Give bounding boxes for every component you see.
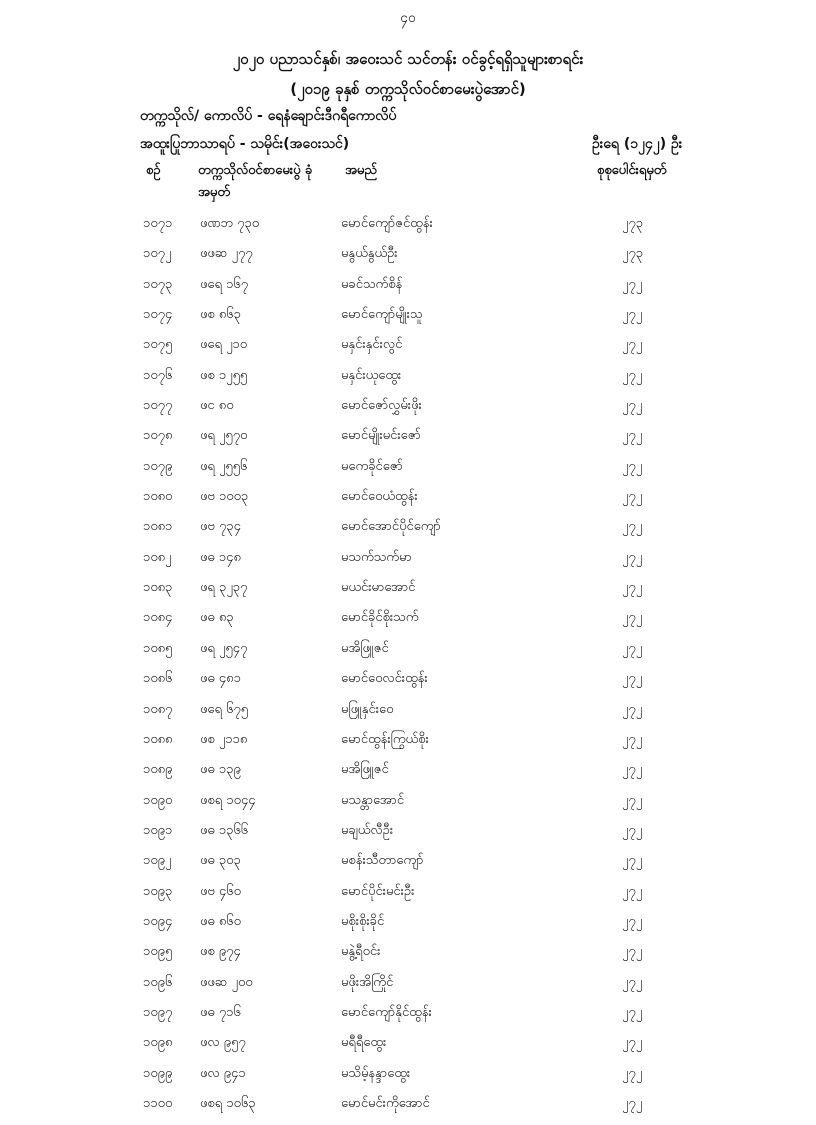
university-line: တက္ကသိုလ်/ ကောလိပ် - ရေနံချောင်းဒီဂရီကောလိပ် xyxy=(140,108,397,124)
roll-number-cell: ဖဖဆ ၂၇၇ xyxy=(200,246,253,262)
serial-no-cell: ၁၀၉၂ xyxy=(143,853,172,869)
header-roll-number: တက္ကသိုလ်ဝင်စာမေးပွဲ ခုံအမှတ် xyxy=(198,163,313,200)
roll-number-cell: ဖစ ၉၇၄ xyxy=(200,944,241,960)
table-row xyxy=(0,1065,816,1095)
table-row xyxy=(0,852,816,882)
serial-no-cell: ၁၀၇၉ xyxy=(143,458,173,474)
name-cell: မောင်မျိုးမင်းဇော် xyxy=(341,428,421,444)
header-name: အမည် xyxy=(345,163,377,178)
name-cell: မောင်ဝေယံထွန်း xyxy=(341,489,418,505)
marks-cell: ၂၇၂ xyxy=(622,1095,643,1111)
marks-cell: ၂၇၂ xyxy=(622,458,643,474)
marks-cell: ၂၇၂ xyxy=(622,428,643,444)
name-cell: မောင်အောင်ပိုင်ကျော် xyxy=(341,519,441,535)
roll-number-cell: ဖဓ ၈၆၀ xyxy=(200,913,241,929)
table-row xyxy=(0,306,816,336)
roll-number-cell: ဖင ၈၀ xyxy=(200,398,234,414)
name-cell: မောင်ကျော်ဇင်ထွန်း xyxy=(341,216,433,231)
marks-cell: ၂၇၂ xyxy=(622,489,643,505)
serial-no-cell: ၁၀၈၃ xyxy=(143,580,173,596)
roll-number-cell: ဖဓ ၇၁၆ xyxy=(200,1004,241,1020)
table-row xyxy=(0,579,816,609)
name-cell: မောင်ခိုင်စိုးသက် xyxy=(341,610,419,626)
table-row xyxy=(0,943,816,973)
table-row xyxy=(0,1095,816,1125)
table-row xyxy=(0,336,816,366)
marks-cell: ၂၇၂ xyxy=(622,398,643,414)
serial-no-cell: ၁၀၇၄ xyxy=(143,307,173,323)
name-cell: မောင်မင်းကိုအောင် xyxy=(341,1095,430,1111)
marks-cell: ၂၇၂ xyxy=(622,822,643,838)
table-row xyxy=(0,761,816,791)
table-row xyxy=(0,367,816,397)
marks-cell: ၂၇၂ xyxy=(622,731,643,747)
roll-number-cell: ဖရေ ၂၁၀ xyxy=(200,337,248,353)
table-row xyxy=(0,518,816,548)
serial-no-cell: ၁၀၇၈ xyxy=(143,428,173,444)
name-cell: မဖိုးအိကြိုင် xyxy=(341,974,394,990)
roll-number-cell: ဖဓ ၁၃၉ xyxy=(200,762,241,778)
serial-no-cell: ၁၀၇၂ xyxy=(143,246,172,262)
table-row xyxy=(0,549,816,579)
roll-number-cell: ဖဗ ၄၆၀ xyxy=(200,883,241,899)
marks-cell: ၂၇၃ xyxy=(622,246,644,262)
marks-cell: ၂၇၂ xyxy=(622,1004,643,1020)
marks-cell: ၂၇၂ xyxy=(622,792,643,808)
serial-no-cell: ၁၀၈၁ xyxy=(143,519,173,535)
serial-no-cell: ၁၀၉၈ xyxy=(143,1035,173,1051)
serial-no-cell: ၁၀၈၀ xyxy=(143,489,173,505)
table-row xyxy=(0,215,816,245)
roll-number-cell: ဖဓ ၄၈၁ xyxy=(200,671,241,687)
name-cell: မစိုးစိုးခိုင် xyxy=(341,913,385,929)
serial-no-cell: ၁၀၉၇ xyxy=(143,1004,173,1020)
table-row xyxy=(0,974,816,1004)
table-row xyxy=(0,883,816,913)
table-row xyxy=(0,731,816,761)
table-row xyxy=(0,427,816,457)
roll-number-cell: ဖစ ၂၁၁၈ xyxy=(200,731,248,747)
table-row xyxy=(0,640,816,670)
table-row xyxy=(0,701,816,731)
table-row xyxy=(0,670,816,700)
marks-cell: ၂၇၂ xyxy=(622,974,643,990)
roll-number-cell: ဖဗ ၇၃၄ xyxy=(200,519,241,535)
table-row xyxy=(0,1034,816,1064)
roll-number-cell: ဖဓ ၈၃ xyxy=(200,610,234,626)
name-cell: မခင်သက်စိန် xyxy=(341,276,403,292)
table-row xyxy=(0,822,816,852)
marks-cell: ၂၇၂ xyxy=(622,913,643,929)
serial-no-cell: ၁၀၈၆ xyxy=(143,671,173,687)
name-cell: မနွဲ့ရီဝင်း xyxy=(341,944,381,960)
roll-number-cell: ဖစ ၁၂၅၅ xyxy=(200,367,248,383)
marks-cell: ၂၇၂ xyxy=(622,671,643,687)
serial-no-cell: ၁၀၇၃ xyxy=(143,276,173,292)
marks-cell: ၂၇၂ xyxy=(622,853,643,869)
table-row xyxy=(0,245,816,275)
serial-no-cell: ၁၀၉၁ xyxy=(143,822,173,838)
name-cell: မယင်းမာအောင် xyxy=(341,580,416,596)
roll-number-cell: ဖစရ ၁၀၆၃ xyxy=(200,1095,256,1111)
marks-cell: ၂၇၂ xyxy=(622,1035,643,1051)
table-row xyxy=(0,276,816,306)
roll-number-cell: ဖဖဆ ၂၀၀ xyxy=(200,974,253,990)
student-list xyxy=(0,215,816,1125)
name-cell: မဖြူနှင်းဝေ xyxy=(341,701,394,717)
marks-cell: ၂၇၂ xyxy=(622,640,643,656)
name-cell: မောင်ကျော်မျိုးသူ xyxy=(341,307,423,323)
name-cell: မနွယ်နွယ်ဦး xyxy=(341,246,398,262)
serial-no-cell: ၁၀၈၄ xyxy=(143,610,173,626)
marks-cell: ၂၇၂ xyxy=(622,580,643,596)
table-row xyxy=(0,488,816,518)
serial-no-cell: ၁၀၇၅ xyxy=(143,337,173,353)
name-cell: မောင်ထွန်းကြွယ်စိုး xyxy=(341,731,429,747)
marks-cell: ၂၇၂ xyxy=(622,549,643,565)
name-cell: မအိဖြူဇင် xyxy=(341,640,389,656)
name-cell: မသိမ့်နန္ဒာထွေး xyxy=(341,1065,411,1081)
roll-number-cell: ဖရ ၂၅၅၆ xyxy=(200,458,248,474)
roll-number-cell: ဖရေ ၁၆၇ xyxy=(200,276,249,292)
serial-no-cell: ၁၀၉၄ xyxy=(143,913,173,929)
marks-cell: ၂၇၂ xyxy=(622,944,643,960)
roll-number-cell: ဖစရ ၁၀၄၄ xyxy=(200,792,256,808)
name-cell: မသက်သက်မာ xyxy=(341,549,412,565)
roll-number-cell: ဖရေ ၆၇၅ xyxy=(200,701,249,717)
marks-cell: ၂၇၂ xyxy=(622,762,643,778)
roll-number-cell: ဖဓ ၃၀၃ xyxy=(200,853,241,869)
serial-no-cell: ၁၀၉၃ xyxy=(143,883,173,899)
roll-number-cell: ဖလ ၉၄၁ xyxy=(200,1065,246,1081)
name-cell: မောင်ဇော်လွှမ်းဖိုး xyxy=(341,398,422,414)
serial-no-cell: ၁၀၉၆ xyxy=(143,974,173,990)
serial-no-cell: ၁၀၈၅ xyxy=(143,640,173,656)
serial-no-cell: ၁၀၈၂ xyxy=(143,549,172,565)
document-title: ၂၀၂၀ ပညာသင်နှစ်၊ အဝေးသင် သင်တန်း ဝင်ခွင့်ရရှိသူများစာရင်း xyxy=(232,50,584,68)
serial-no-cell: ၁၀၇၁ xyxy=(143,216,173,231)
header-serial-no: စဉ် xyxy=(146,163,161,178)
serial-no-cell: ၁၀၇၇ xyxy=(143,398,173,414)
major-line: အထူးပြုဘာသာရပ် - သမိုင်း(အဝေးသင်) xyxy=(140,136,350,152)
name-cell: မောင်ပိုင်းမင်းဦး xyxy=(341,883,415,899)
marks-cell: ၂၇၂ xyxy=(622,276,643,292)
marks-cell: ၂၇၂ xyxy=(622,610,643,626)
marks-cell: ၂၇၂ xyxy=(622,307,643,323)
roll-number-cell: ဖစ ၈၆၃ xyxy=(200,307,241,323)
name-cell: မနှင်းယုထွေး xyxy=(341,367,402,383)
name-cell: မအိဖြူဇင် xyxy=(341,762,389,778)
roll-number-cell: ဖဗ ၁၀၀၃ xyxy=(200,489,249,505)
table-row xyxy=(0,458,816,488)
marks-cell: ၂၇၂ xyxy=(622,337,643,353)
marks-cell: ၂၇၃ xyxy=(622,216,644,231)
marks-cell: ၂၇၂ xyxy=(622,519,643,535)
page-number: ၄၀ xyxy=(400,10,416,26)
name-cell: မောင်ဝေလင်းထွန်း xyxy=(341,671,428,687)
serial-no-cell: ၁၀၉၀ xyxy=(143,792,173,808)
roll-number-cell: ဖဓ ၁၃၆၆ xyxy=(200,822,249,838)
name-cell: မရီရီထွေး xyxy=(341,1035,387,1051)
name-cell: မကေခိုင်ဇော် xyxy=(341,458,403,474)
serial-no-cell: ၁၀၉၅ xyxy=(143,944,173,960)
roll-number-cell: ဖရ ၃၂၃၇ xyxy=(200,580,248,596)
serial-no-cell: ၁၁၀၀ xyxy=(143,1095,173,1111)
name-cell: မချယ်လီဦး xyxy=(341,822,394,838)
table-row xyxy=(0,609,816,639)
table-row xyxy=(0,913,816,943)
serial-no-cell: ၁၀၈၇ xyxy=(143,701,173,717)
table-row xyxy=(0,792,816,822)
marks-cell: ၂၇၂ xyxy=(622,367,643,383)
serial-no-cell: ၁၀၇၆ xyxy=(143,367,173,383)
name-cell: မောင်ကျော်နိုင်ထွန်း xyxy=(341,1004,432,1020)
serial-no-cell: ၁၀၈၉ xyxy=(143,762,173,778)
roll-number-cell: ဖဏဘ ၇၃၀ xyxy=(200,216,260,231)
serial-no-cell: ၁၀၉၉ xyxy=(143,1065,173,1081)
roll-number-cell: ဖရ ၂၅၄၇ xyxy=(200,640,248,656)
roll-number-cell: ဖဓ ၁၄၈ xyxy=(200,549,241,565)
marks-cell: ၂၇၂ xyxy=(622,701,643,717)
roll-number-cell: ဖလ ၉၅၇ xyxy=(200,1035,246,1051)
name-cell: မသန္တာအောင် xyxy=(341,792,405,808)
roll-number-cell: ဖရ ၂၅၇၀ xyxy=(200,428,248,444)
table-row xyxy=(0,397,816,427)
header-total-marks: စုစုပေါင်းရမှတ် xyxy=(597,163,667,178)
table-row xyxy=(0,1004,816,1034)
marks-cell: ၂၇၂ xyxy=(622,1065,643,1081)
serial-no-cell: ၁၀၈၈ xyxy=(143,731,173,747)
name-cell: မနှင်းနှင်းလွင် xyxy=(341,337,403,353)
total-count: ဦးရေ (၁၂၄၂) ဦး xyxy=(592,136,683,152)
document-subtitle: (၂၀၁၉ ခုနှစ် တက္ကသိုလ်ဝင်စာမေးပွဲအောင်) xyxy=(290,80,526,98)
name-cell: မစန်းသီတာကျော် xyxy=(341,853,424,869)
marks-cell: ၂၇၂ xyxy=(622,883,643,899)
